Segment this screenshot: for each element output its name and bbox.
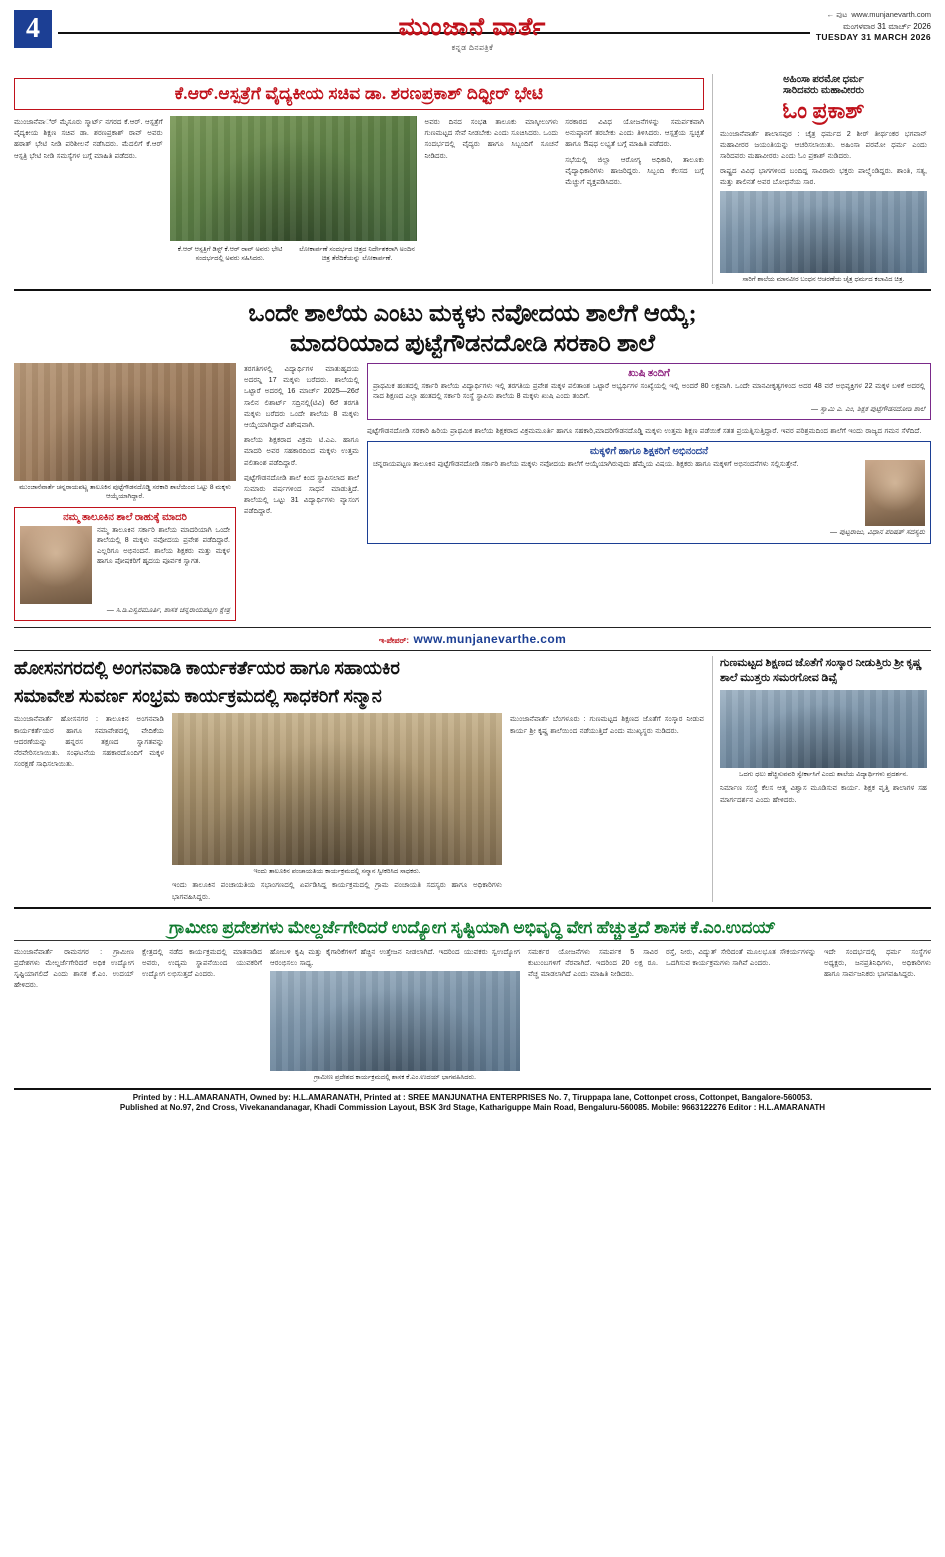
khushi-box-byline: — ಸ್ವಾಮಿ ಎ. ಎಂ, ಶಿಕ್ಷಕ ಪುಟ್ಟೆಗೌಡನದೋಡಿ ಶಾಲೆ bbox=[811, 405, 925, 413]
footer-line-2: Published at No.97, 2nd Cross, Vivekanandanagar, Khadi Commission Layout, BSK 3rd Stage, Kathariguppe Main Road, Bengaluru-560085. Mobile: 9663122276 Editor : H.L.AMARANATH bbox=[119, 1103, 826, 1113]
epaper-strip[interactable] bbox=[14, 627, 931, 651]
lead-story bbox=[14, 74, 704, 284]
lead-story-columns bbox=[14, 116, 704, 263]
bottom-col-5-text: ರಸ್ತೆ, ನೀರು, ವಿದ್ಯುತ್ ಸೇರಿದಂತೆ ಮೂಲಭೂತ ಸೌಕರ್ಯಗಳನ್ನು ಒದಗಿಸುವ ಕಾರ್ಯಕ್ರಮಗಳು ಸಾಗಿವೆ ಎಂದರು. bbox=[666, 946, 816, 968]
omprakash-header bbox=[720, 74, 927, 124]
khushi-box-body: ಪ್ರಾಥಮಿಕ ಹಂತದಲ್ಲಿ ಸರ್ಕಾರಿ ಶಾಲೆಯ ವಿದ್ಯಾರ್ಥಿಗಳು ಇಲ್ಲಿ ತರಗತಿಯ ಪ್ರವೇಶ ಮಕ್ಕಳ ಪಲಿತಾಂಶ ಒಟ್ಟಾರೆ ಅಭ್ಯರ್ಥಿಗಳ ಸಂಖ್ಯೆಯಲ್ಲಿ ಇಲ್ಲಿ ಅಂದರೆ 80 ಲಕ್ಷವಾಗಿ. ಒಂದೇ ಮಾನವೀಕೃತ್ಯಗಳಿಂದ ಅದರ 48 ವರೆ ಅಭಿವ್ಯಕ್ತಿಗಳ 22 ಮಕ್ಕಳ ಬಳಿಕೆ ಅದರಲ್ಲಿ ನಾದ ಶಿಕ್ಷಣದ ಎಲ್ಲಾ ಹಂತದಲ್ಲಿ ಸರ್ಕಾರಿ ಸಂಸ್ಥೆ ಸ್ಥಾಪಿಸು ಶಾಲೆಯ 8 ಮಕ್ಕಳು ಖುಷಿ ಎಂದು ತಂದಿಗೆ. bbox=[373, 383, 925, 401]
bottom-col-3-text: ಹೋಬಳಿ ಕೃಷಿ ಮತ್ತು ಕೈಗಾರಿಕೆಗಳಿಗೆ ಹೆಚ್ಚಿನ ಉತ್ತೇಜನ ನೀಡಲಾಗಿದೆ. ಇದರಿಂದ ಯುವಕರು ಸ್ವಉದ್ಯೋಗ ಆರಂಭಿಸಲು ಸಾಧ್ಯ. bbox=[270, 946, 520, 968]
feature-section bbox=[14, 299, 931, 621]
abhinandane-portrait bbox=[865, 460, 925, 526]
newspaper-title: ಮುಂಜಾನೆ ವಾರ್ತೆ bbox=[398, 14, 547, 41]
section-3 bbox=[14, 656, 931, 901]
lead-col-4-text-2: ಸಭೆಯಲ್ಲಿ ಜಿಲ್ಲಾ ಆರೋಗ್ಯ ಅಧಿಕಾರಿ, ತಾಲೂಕು ವೈದ್ಯಾಧಿಕಾರಿಗಳು ಹಾಜರಿದ್ದರು. ಸಿಬ್ಬಂದಿ ಕೆಲಸದ ಬಗ್ಗೆ ಮೆಚ್ಚುಗೆ ವ್ಯಕ್ತಪಡಿಸಿದರು. bbox=[565, 154, 704, 187]
section-3-col-3-text: ಮುಂಜಾನೆವಾರ್ತೆ ಬೆಂಗಳೂರು : ಗುಣಮಟ್ಟದ ಶಿಕ್ಷಣದ ಜೊತೆಗೆ ಸಂಸ್ಕಾರ ನೀಡುವ ಕಾರ್ಯ ಶ್ರೀ ಕೃಷ್ಣ ಶಾಲೆಯಿಂದ ನಡೆಯುತ್ತಿದೆ ಎಂದು ಮುಖ್ಯಸ್ಥರು ನುಡಿದರು. bbox=[510, 714, 704, 735]
bottom-col-4 bbox=[528, 946, 658, 1082]
feature-left-block bbox=[14, 363, 236, 621]
feature-headline bbox=[14, 299, 931, 359]
khushi-box bbox=[367, 363, 931, 420]
website-url: www.munjanevarth.com bbox=[851, 10, 931, 19]
section-3-right-photo bbox=[720, 690, 927, 768]
bottom-col-5 bbox=[666, 946, 816, 1082]
lead-col-3 bbox=[424, 116, 558, 263]
lead-col-4 bbox=[565, 116, 704, 263]
omprakash-photo-caption: ಸಾರಿಗೆ ಶಾಲೆಯ ಮಾನವೀರ ಬಂಧನ ಆಚರಣೆಯ ಚೈತ್ರ ಧರ್ಮದ ಕಲಾವಿದ ಚಿತ್ರ. bbox=[742, 276, 905, 284]
feature-photo-school bbox=[14, 363, 236, 481]
feature-col-1-text-3: ಪುಟ್ಟೆಗೌಡನದೋಡಿ ಶಾಲೆ ಕಿಂದ ಸ್ಥಾಪಿಸಲಾದ ಶಾಲೆ ಸುಮಾರು ವರ್ಷಗಳಿಂದ ಸಾಧನೆ ಮಾಡುತ್ತಿದೆ. ಶಾಲೆಯಲ್ಲಿ ಒಟ್ಟು 31 ವಿದ್ಯಾರ್ಥಿಗಳು ವ್ಯಾಸಂಗ ಪಡೆದಿದ್ದಾರೆ. bbox=[244, 472, 359, 516]
feature-col-2-text: ಪುಟ್ಟೆಗೌಡನದೋಡಿ ಸರಕಾರಿ ಹಿರಿಯ ಪ್ರಾಥಮಿಕ ಶಾಲೆಯ ಶಿಕ್ಷಕರಾದ ವಿಕ್ರಮಮೂರ್ತಿ ಹಾಗೂ ಸಹಕಾರಿ,ಮಾದರಿಗೌಡನದೊಡ್ಡಿ ಮಕ್ಕಳು ಉತ್ತಮ ಶಿಕ್ಷಣ ಪಡೆಯಿಕೆ ಸತತ ಪ್ರಯತ್ನಿಸುತ್ತಿದ್ದಾರೆ. ಇವರ ಪರಿಶ್ರಮದಿಂದ ಶಾಲೆಗೆ ಇಂದು ರಾಜ್ಯದ ಗಮನ ಸೆಳೆದಿದೆ. bbox=[367, 426, 922, 436]
masthead-meta bbox=[810, 10, 931, 42]
lead-photo-block bbox=[170, 116, 418, 263]
section-3-headline-1: ಹೋಸನಗರದಲ್ಲಿ ಅಂಗನವಾಡಿ ಕಾರ್ಯಕರ್ತೆಯರ ಹಾಗೂ ಸಹಾಯಕಿರ bbox=[14, 658, 400, 679]
feature-col-1-text-2: ಶಾಲೆಯ ಶಿಕ್ಷಕರಾದ ವಿಕ್ರಮ ಟಿ.ಎಎ. ಹಾಗೂ ಮಾದರಿ ಅವರ ಸಹಕಾರದಿಂದ ಮಕ್ಕಳು ಉತ್ತಮ ಪಲಿತಾಂಶ ಪಡೆದಿದ್ದಾರೆ. bbox=[244, 435, 359, 467]
lead-col-4-text: ಸರಕಾರದ ವಿವಿಧ ಯೋಜನೆಗಳನ್ನು ಸಮರ್ಪಕವಾಗಿ ಅನುಷ್ಠಾನಗೆ ತರಬೇಕು ಎಂದು ತಿಳಿಸಿದರು. ಆಸ್ಪತ್ರೆಯ ಸ್ವಚ್ಛತೆ ಹಾಗೂ ಔಷಧ ಲಭ್ಯತೆ ಬಗ್ಗೆ ಮಾಹಿತಿ ಪಡೆದರು. bbox=[565, 117, 704, 149]
lead-col-3-text: ಅವರು ದಿನದ ಸಂಭa ತಾಲೂಕು ಮಾಸ್ಕೀಲುಗಳು ಗುಣಮಟ್ಟದ ಸೇವೆ ನೀಡಬೇಕು ಎಂದು ಸೂಚಿಸಿದರು. ಒಂದು ಸಂದರ್ಭದಲ್ಲಿ ವೈದ್ಯರು ಹಾಗೂ ಸಿಬ್ಬಂದಿಗೆ ಸೂಚನೆ ನೀಡಿದರು. bbox=[424, 117, 559, 160]
footer-line-1: Printed by : H.L.AMARANATH, Owned by: H.L.AMARANATH, Printed at : SREE MANJUNATHA ENTERPRISES No. 7, Tiruppapa lane, Cottonpet cross, Cottonpet, Bangalore-560053. bbox=[132, 1093, 813, 1103]
feature-col-1 bbox=[244, 363, 359, 621]
abhinandane-box-title: ಮಕ್ಕಳಿಗೆ ಹಾಗೂ ಶಿಕ್ಷಕರಿಗೆ ಅಭಿನಂದನೆ bbox=[589, 446, 709, 458]
section-3-col-1 bbox=[14, 713, 164, 901]
omprakash-line-2: ಸಾರಿದವರು ಮಹಾವೀರರು bbox=[782, 85, 865, 96]
section-3-headline-2: ಸಮಾವೇಶ ಸುವರ್ಣ ಸಂಭ್ರಮ ಕಾರ್ಯಕ್ರಮದಲ್ಲಿ ಸಾಧಕರಿಗೆ ಸನ್ಮಾನ bbox=[14, 686, 382, 707]
omprakash-line-1: ಅಹಿಂಸಾ ಪರಮೋ ಧರ್ಮ bbox=[783, 74, 864, 85]
bottom-col-4-text: ಸಮರ್ಕರ ಯೋಜನೆಗಳು ಸಮರ್ಪಕ 5 ಸಾವಿರ ಕುಟುಂಬಗಳಿಗೆ ನೆರವಾಗಿದೆ. ಇದರಿಂದ 20 ಲಕ್ಷ ರೂ. ವೆಚ್ಚ ಮಾಡಲಾಗಿದೆ ಎಂದು ಮಾಹಿತಿ ನೀಡಿದರು. bbox=[528, 946, 658, 979]
feature-col-1-text: ತರಗತಿಗಳಲ್ಲಿ ವಿದ್ಯಾರ್ಥಿಗಳ ಮಾತುಹೃದಯ ಅದರನ್ನಿ 17 ಮಕ್ಕಳು ಬರೆದರು. ಶಾಲೆಯಲ್ಲಿ ಒಟ್ಟಾರೆ ಅದರಲ್ಲಿ 16 ಮಾರ್ಚ್ 2025—26ರೆ ಸಾಲಿನ ಲಿಶಾರ್ಟ್ ಸದ್ರಿನಲ್ಲಿ(ಟಿವಿ) 6ರೆ ತರಗತಿ ಮಕ್ಕಳು ಬರೆದರು ಒಂದೇ ಶಾಲೆಯ 8 ಮಕ್ಕಳು ಆಯ್ಕೆಯಾಗಿದ್ದಾರೆ ವಿಶೇಷವಾಗಿ. bbox=[244, 364, 359, 430]
omprakash-body-2: ರಾಷ್ಟ್ರದ ವಿವಿಧ ಭಾಗಗಳಿಂದ ಬಂದಿದ್ದ ಸಾವಿರಾರು ಭಕ್ತರು ಪಾಲ್ಗ್ಳೆಂಡಿದ್ದರು. ಶಾಂತಿ, ಸತ್ಯ, ಮತ್ತು ಶಾಲಿನತೆ ಅವರ ಬೋಧನೆಯ ಸಾರ. bbox=[720, 165, 927, 186]
omprakash-body-1: ಮುಂಜಾನೆವಾರ್ತೆ ಶಾಲಾಸವುರ : ಚೈತ್ರ ಧರ್ಮದ 2 ಶೀರ್ ತೀರ್ಥಂಕರ ಭಗವಾನ್ ಮಹಾವೀರರ ಜಯಂತಿಯನ್ನು ಆಚರಿಸಲಾಯಿತು. ಅಹಿಂಸಾ ಪರಮೋ ಧರ್ಮ ಎಂದು ಸಾರಿದವರು ಮಹಾವೀರರು ಎಂದು ಓಂ ಪ್ರಕಾಶ್ ನುಡಿದರು. bbox=[720, 129, 927, 161]
lead-col-1 bbox=[14, 116, 163, 263]
epaper-url[interactable]: www.munjanevarthe.com bbox=[413, 632, 567, 647]
date-english: TUESDAY 31 MARCH 2026 bbox=[815, 32, 931, 42]
bottom-col-6 bbox=[824, 946, 931, 1082]
lead-photo-main bbox=[170, 116, 418, 241]
feature-headline-line-1: ಒಂದೇ ಶಾಲೆಯ ಎಂಟು ಮಕ್ಕಳು ನವೋದಯ ಶಾಲೆಗೆ ಆಯ್ಕೆ; bbox=[248, 301, 697, 328]
section-3-right-text: ನಿರ್ಮಾಣ ಸಂಸ್ಥೆ ಕೆಲಸ ಆತ್ಮ ವಿಶ್ವಾಸ ಮೂಡಿಸುವ ಕಾರ್ಯ. ಶಿಕ್ಷಕ ವೃತ್ತಿ ಶಾಲಾಗಳ ಸಹ ಮಾರ್ಗದರ್ಶನ ಎಂದು ಹೇಳಿದರು. bbox=[720, 783, 927, 804]
bottom-photo bbox=[270, 971, 520, 1071]
profile-body: ನಮ್ಮ ತಾಲೂಕಿನ ಸರ್ಕಾರಿ ಶಾಲೆಯ ಮಾದರಿಯಾಗಿ ಒಂದೇ ಶಾಲೆಯಲ್ಲಿ 8 ಮಕ್ಕಳು ನವೋದಯ ಪ್ರವೇಶ ಪಡೆದಿದ್ದಾರೆ. ಎಲ್ಲರಿಗೂ ಅಭಿನಂದನೆ. ಶಾಲೆಯ ಶಿಕ್ಷಕರು ಮತ್ತು ಮಕ್ಕಳ ಹಾಗೂ ಪೋಷಕರಿಗೆ ಹೃದಯ ಪೂರ್ವಕ ಸ್ವಾಗತ. bbox=[97, 527, 230, 566]
profile-box bbox=[14, 507, 236, 621]
bottom-col-2 bbox=[142, 946, 262, 1082]
footer bbox=[14, 1088, 931, 1112]
section-3-right-headline: ಗುಣಮಟ್ಟದ ಶಿಕ್ಷಣದ ಜೊತೆಗೆ ಸಂಸ್ಕಾರ ನೀಡುತ್ತಿರು ಶ್ರೀ ಕೃಷ್ಣ ಶಾಲೆ ಮುತ್ತರು ಸಮರಗೋವ ಡಿವ್ಸೆ bbox=[720, 657, 922, 685]
lead-photo-caption-1: ಕೆ.ಆರ್ ಆಸ್ಪತ್ರಿಗೆ ಡಿಸ್ಟ್ ಕೆ.ಆರ್ ರಾವ್ ಅವರು ಭೇಟಿ ಸಂದರ್ಭದಲ್ಲಿ ಅವರು ಸಹಿಸಿದರು. bbox=[177, 246, 283, 262]
feature-headline-line-2: ಮಾದರಿಯಾದ ಪುಟ್ಟೆಗೌಡನದೋಡಿ ಸರಕಾರಿ ಶಾಲೆ bbox=[290, 331, 655, 358]
section-divider-1 bbox=[14, 289, 931, 291]
lead-headline-bar bbox=[14, 78, 704, 110]
profile-box-title: ನಮ್ಮ ತಾಲೂಕಿನ ಶಾಲೆ ರಾಹುಕ್ಕೆ ಮಾದರಿ bbox=[63, 512, 187, 524]
masthead-title-block bbox=[14, 14, 931, 53]
bottom-rule bbox=[14, 940, 931, 941]
date-kannada: ಮಂಗಳವಾರ 31 ಮಾರ್ಚ್ 2026 bbox=[842, 22, 931, 31]
profile-byline: — ಸಿ.ಡಿ.ಎಸ್ವರಮೂರ್ತಿ, ಶಾಸಕ ಚನ್ನರಾಯಪಟ್ಟಣ ಕ್ಷೇತ್ರ bbox=[106, 607, 230, 615]
bottom-col-6-text: ಇದೇ ಸಂದರ್ಭದಲ್ಲಿ ಧರ್ಮ ಸಂಸ್ಥೆಗಳ ಅಧ್ಯಕ್ಷರು, ಜನಪ್ರತಿನಿಧಿಗಳು, ಅಧಿಕಾರಿಗಳು ಹಾಗೂ ಸಾರ್ವಜನಿಕರು ಭಾಗವಹಿಸಿದ್ದರು. bbox=[824, 946, 931, 979]
omprakash-photo bbox=[720, 191, 927, 273]
lead-col-1-text: ಮುಂಜಾನೆವಾರ್ೆ ಮೈಸೂರು ಸ್ಮಾರ್ಟ್ ನಗರದ ಕೆ.ಆರ್. ಆಸ್ಪತ್ರೆಗೆ ವೈದ್ಯಕೀಯ ಶಿಕ್ಷಣ ಸಚಿವ ಡಾ. ಶರಣಪ್ರಕಾಶ್ ರಾವ್ ಅವರು ಹಠಾತ್ ಭೇಟಿ ನೀಡಿ ಪರಿಶೀಲನೆ ನಡೆಸಿದರು. ಮೆದಲಿಗೆ ಕೆ.ಆರ್ ಆಸ್ಪತ್ರಿ ಭೇಟಿ ನೀಡಿ ಸಮಸ್ಯೆಗಳ ಬಗ್ಗೆ ಮಾಹಿತಿ ಪಡೆದರು. bbox=[14, 117, 163, 160]
section-divider-2 bbox=[14, 907, 931, 909]
section-3-photo bbox=[172, 713, 502, 865]
bottom-photo-caption: ಗ್ರಾಮೀಣ ಪ್ರದೇಶದ ಕಾರ್ಯಕ್ರಮದಲ್ಲಿ ಶಾಸಕ ಕೆ.ಎಂ.ಉದಯ್ ಭಾಗವಹಿಸಿದರು. bbox=[314, 1074, 476, 1082]
page-marker: ← ಪುಟ bbox=[826, 10, 848, 19]
section-3-left bbox=[14, 656, 704, 901]
lead-headline: ಕೆ.ಆರ್.ಆಸ್ಪತ್ರೆಗೆ ವೈದ್ಯಕೀಯ ಸಚಿವ ಡಾ. ಶರಣಪ್ರಕಾಶ್ ದಿಧ್ಟೀರ್ ಭೇಟಿ bbox=[174, 84, 544, 103]
omprakash-title: ಓಂ ಪ್ರಕಾಶ್ bbox=[782, 98, 865, 123]
section-3-col-3 bbox=[510, 713, 704, 901]
newspaper-subtitle: ಕನ್ನಡ ದಿನಪತ್ರಿಕೆ bbox=[451, 43, 494, 52]
bottom-story bbox=[14, 914, 931, 1082]
abhinandane-box bbox=[367, 441, 931, 543]
abhinandane-byline: — ಪುಟ್ಟರಾಜು, ವಿಧಾನ ಪರಿಷತ್ ಸದಸ್ಯರು bbox=[830, 529, 925, 537]
khushi-box-title: ಖುಷಿ ತಂದಿಗೆ bbox=[628, 368, 670, 380]
page-number: 4 bbox=[14, 10, 52, 48]
bottom-photo-block bbox=[270, 946, 520, 1082]
lead-photo-caption-2: ಲೋಕಾರ್ಪಣೆ ಸಂದರ್ಭದ ಚಿತ್ರದ ನಿರ್ದೇಶಕರಾಗಿ ಅಂದಿನ ಚಿತ್ರ ತೆರೆದಿಕೆಯನ್ನು ಲೋಕಾರ್ಪಣೆ. bbox=[299, 246, 415, 262]
feature-photo-caption: ಮುಂಜಾನೆವಾರ್ತೆ ಚನ್ನರಾಯಪಟ್ಣ ತಾಲೂಕಿನ ಪುಟ್ಟೆಗೌಡನದೊಡ್ಡಿ ಸರಕಾರಿ ಶಾಲೆಯಿಂದ ಒಟ್ಟು 8 ಮಕ್ಕಳು ಆಯ್ಕೆಯಾಗಿದ್ದಾರೆ. bbox=[19, 484, 231, 501]
masthead bbox=[14, 10, 931, 72]
right-column-top bbox=[712, 74, 927, 284]
bottom-headline: ಗ್ರಾಮೀಣ ಪ್ರದೇಶಗಳು ಮೇಲ್ದರ್ಜೆಗೇರಿದರೆ ಉದ್ಯೋಗ ಸೃಷ್ಟಿಯಾಗಿ ಅಭಿವೃದ್ಧಿ ವೇಗ ಹೆಚ್ಚುತ್ತದೆ ಶಾಸಕ ಕೆ.ಎಂ.ಉದಯ್ bbox=[168, 917, 777, 937]
profile-portrait bbox=[20, 526, 92, 604]
bottom-col-2-text: ಕ್ಷೇತ್ರದಲ್ಲಿ ನಡೆದ ಕಾರ್ಯಕ್ರಮದಲ್ಲಿ ಮಾತನಾಡಿದ ಅವರು, ಉದ್ಯಮ ಸ್ಥಾಪನೆಯಿಂದ ಯುವಕರಿಗೆ ಉದ್ಯೋಗ ಲಭಿಸುತ್ತದೆ ಎಂದರು. bbox=[142, 946, 262, 979]
bottom-col-1-text: ಮುಂಜಾನೆವಾರ್ತೆ ರಾಮನಗರ : ಗ್ರಾಮೀಣ ಪ್ರದೇಶಗಳು ಮೇಲ್ದರ್ಜೆಗೇರಿದರೆ ಅಧಿಕ ಉದ್ಯೋಗ ಸೃಷ್ಟಿಯಾಗಲಿದೆ ಎಂದು ಶಾಸಕ ಕೆ.ಎಂ. ಉದಯ್ ಹೇಳಿದರು. bbox=[14, 946, 134, 990]
abhinandane-box-body: ಚನ್ನರಾಯಪಟ್ಟಣ ತಾಲೂಕಿನ ಪುಟ್ಟೆಗೌಡನದೋಡಿ ಸರ್ಕಾರಿ ಶಾಲೆಯ ಮಕ್ಕಳು ನವೋದಯ ಶಾಲೆಗೆ ಆಯ್ಕೆಯಾಗಿರುವುದು ಹೆಮ್ಮೆಯ ವಿಷಯ. ಶಿಕ್ಷಕರು ಹಾಗೂ ಮಕ್ಕಳಿಗೆ ಅಭಿನಂದನೆಗಳು ಸಲ್ಲಿಸುತ್ತೇನೆ. bbox=[373, 461, 799, 469]
epaper-label: ಇ-ಪೇಪರ್: bbox=[378, 636, 410, 646]
section-3-col-2-text: ಇಂದು ತಾಲೂಕಿನ ಪಂಚಾಯತಿಯ ಸಭಾಂಗಣದಲ್ಲಿ ಏರ್ಪಡಿಸಿದ್ದ ಕಾರ್ಯಕ್ರಮದಲ್ಲಿ ಗ್ರಾಮ ಪಂಚಾಯತಿ ಸದಸ್ಯರು ಹಾಗೂ ಅಧಿಕಾರಿಗಳು ಭಾಗವಹಿಸಿದ್ದರು. bbox=[172, 880, 502, 901]
bottom-col-1 bbox=[14, 946, 134, 1082]
masthead-website bbox=[816, 10, 931, 20]
section-3-photo-block bbox=[172, 713, 502, 901]
feature-boxes bbox=[367, 363, 931, 621]
section-3-right-caption: ಒದಗು ಧಲು ಹೆಚ್ಚಿಸುವವರಿ ಸ್ವೇರ್ಕಾಸಿಗೆ ಎಂದು ಶಾಲೆಯ ವಿದ್ಯಾರ್ಥಿಗಳು ಪ್ರದರ್ಶನ. bbox=[739, 771, 908, 779]
section-3-right bbox=[712, 656, 927, 901]
section-3-col-1-text: ಮುಂಜಾನೆವಾರ್ತೆ ಹೋಸನಗರ : ತಾಲೂಕಿನ ಅಂಗನವಾಡಿ ಕಾರ್ಯಕರ್ತೆಯರ ಹಾಗೂ ಸಮಾವೇಶದಲ್ಲಿ ವೇದಿಕೆಯ ಆದರಣೆಯನ್ನು ಹನ್ನರಸ ತಕ್ಷಣದ ಸ್ವಾಗತವನ್ನು ನೆರವೇರಿಸಲಾಯಿತು. ಸಂಘಟನೆಯ ಸಹಕಾರದೊಂದಿಗೆ ಮಕ್ಕಳ ಸಂರಕ್ಷಣೆ ಸಾಧಿಸಲಾಯಿತು. bbox=[14, 714, 164, 769]
section-3-photo-caption: ಇಂದು ತಾಲೂಕಿನ ಪಂಚಾಯತಿಯ ಕಾರ್ಯಕ್ರಮದಲ್ಲಿ ಸನ್ಮಾನ ಸ್ವೀಕರಿಸಿದ ಸಾಧಕರು. bbox=[253, 868, 421, 876]
